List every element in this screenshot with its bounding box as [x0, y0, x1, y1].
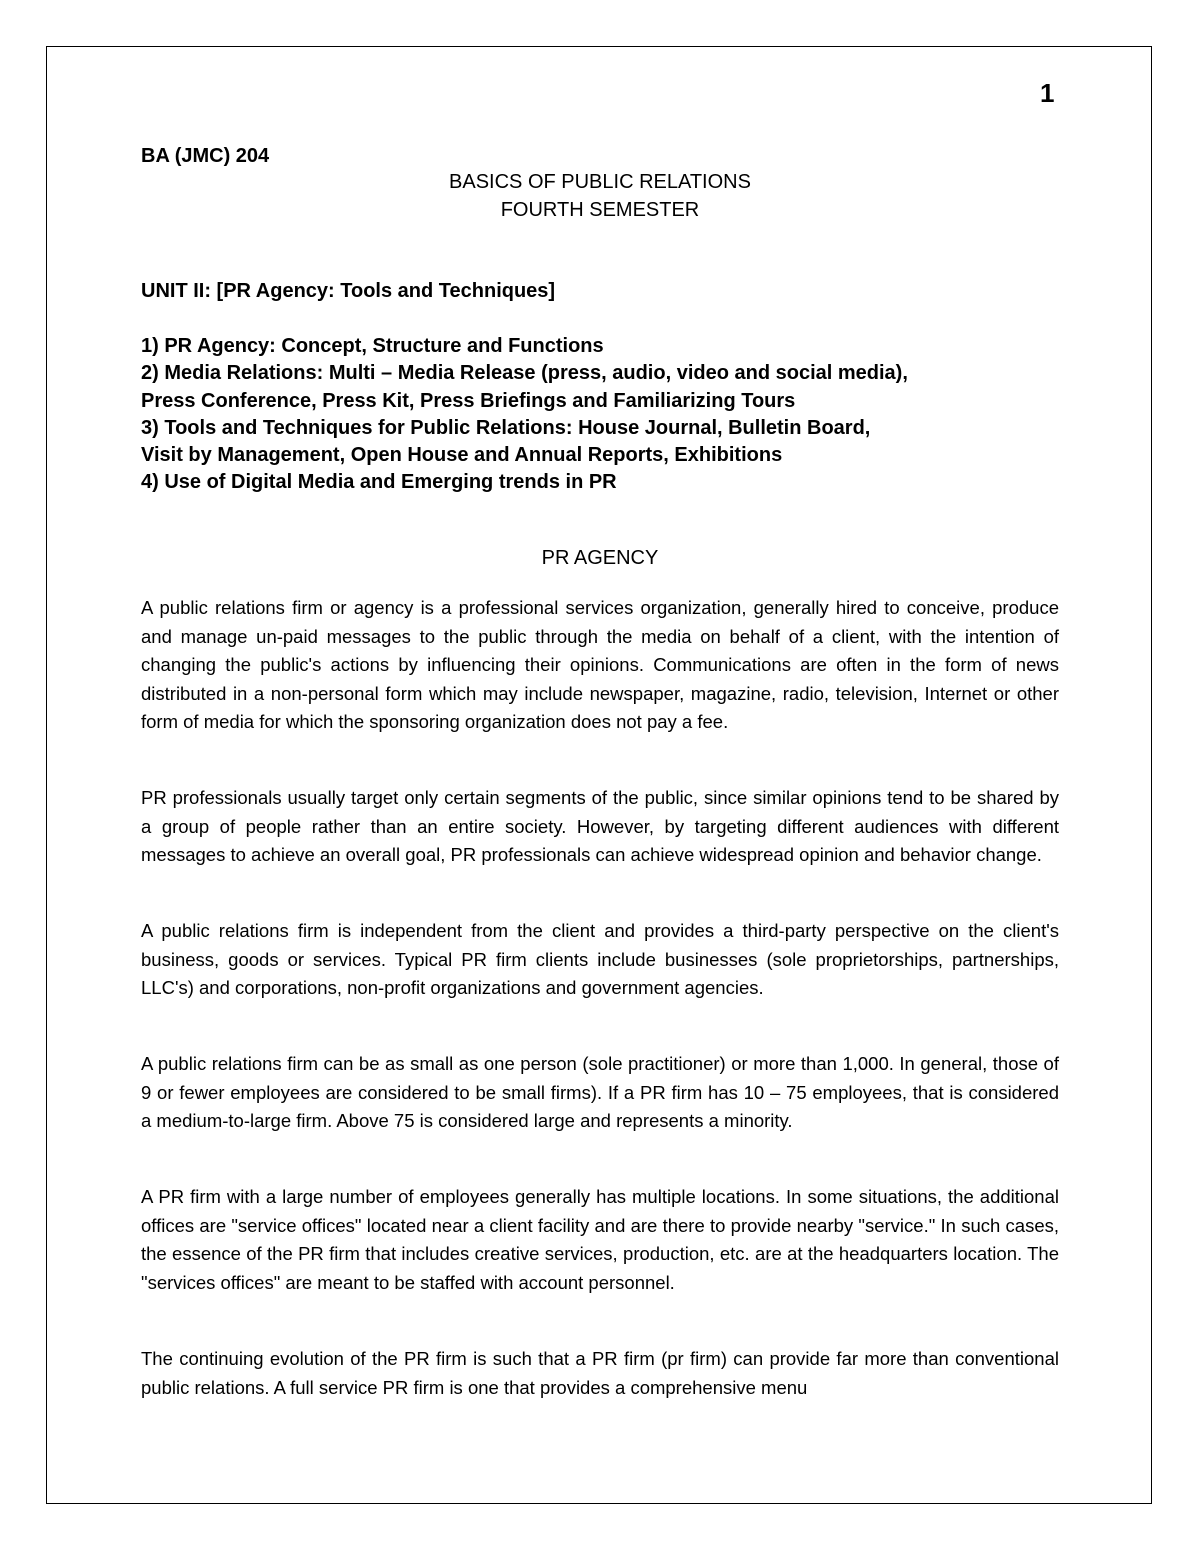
- body-paragraph: PR professionals usually target only certain segments of the public, since similar opinions tend to be shared by a group of people rather than an entire society. However, by targeting different audiences with different messages to achieve an overall goal, PR professionals can achieve widespread opinion and behavior change.: [141, 787, 1059, 866]
- topic-line: Press Conference, Press Kit, Press Briefings and Familiarizing Tours: [141, 389, 796, 412]
- body-paragraph: A public relations firm can be as small as one person (sole practitioner) or more than 1,000. In general, those of 9 or fewer employees are considered to be small firms). If a PR firm has 10 – 75 employees, that is considered a medium-to-large firm. Above 75 is considered large and represents a minority.: [141, 1053, 1059, 1132]
- body-paragraph: A public relations firm is independent from the client and provides a third-party perspective on the client's business, goods or services. Typical PR firm clients include businesses (sole proprietorships, partnerships, LLC's) and corporations, non-profit organizations and government agencies.: [141, 920, 1059, 999]
- topic-list: [141, 333, 1071, 497]
- course-code: BA (JMC) 204: [141, 145, 270, 167]
- topic-line: Visit by Management, Open House and Annual Reports, Exhibitions: [141, 444, 783, 467]
- body-paragraph: A public relations firm or agency is a professional services organization, generally hired to conceive, produce and manage un-paid messages to the public through the media on behalf of a client, with the intention of changing the public's actions by influencing their opinions. Communications are often in the form of news distributed in a non-personal form which may include newspaper, magazine, radio, television, Internet or other form of media for which the sponsoring organization does not pay a fee.: [141, 597, 1059, 733]
- unit-heading: UNIT II: [PR Agency: Tools and Techniques]: [141, 280, 556, 302]
- topic-line: 2) Media Relations: Multi – Media Release (press, audio, video and social media),: [141, 362, 908, 385]
- body-paragraph: The continuing evolution of the PR firm is such that a PR firm (pr firm) can provide far more than conventional public relations. A full service PR firm is one that provides a comprehensive menu: [141, 1348, 1059, 1398]
- section-heading: PR AGENCY: [541, 547, 659, 569]
- topic-line: 4) Use of Digital Media and Emerging trends in PR: [141, 471, 617, 494]
- semester-label: FOURTH SEMESTER: [500, 199, 700, 221]
- topic-line: 3) Tools and Techniques for Public Relations: House Journal, Bulletin Board,: [141, 416, 871, 439]
- course-title: BASICS OF PUBLIC RELATIONS: [449, 171, 751, 193]
- body-paragraph: A PR firm with a large number of employees generally has multiple locations. In some situations, the additional offices are "service offices" located near a client facility and are there to provide nearby "service." In such cases, the essence of the PR firm that includes creative services, production, etc. are at the headquarters location. The "services offices" are meant to be staffed with account personnel.: [141, 1186, 1059, 1293]
- page-number: 1: [1040, 78, 1055, 108]
- topic-line: 1) PR Agency: Concept, Structure and Functions: [141, 335, 604, 357]
